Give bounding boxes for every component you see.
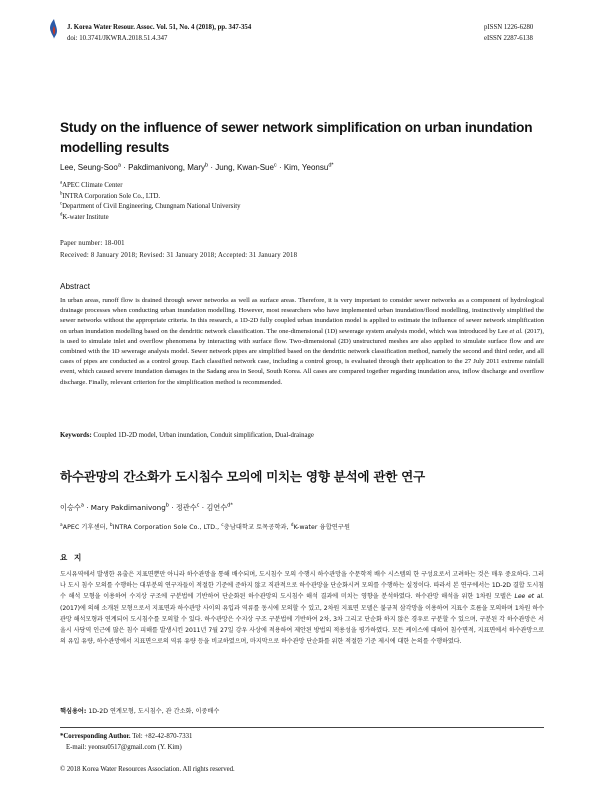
author-name: Lee, Seung-Soo [60, 163, 118, 172]
author-name: Kim, Yeonsu [283, 163, 329, 172]
korean-keywords [60, 706, 219, 715]
abstract-etal: et al. [509, 327, 523, 335]
affiliation-list [60, 181, 241, 223]
affiliation-text: 충남대학교 토목공학과, [223, 524, 291, 531]
korean-abstract-text: (2017)에 의해 소개된 모형으로서 지표면과 하수관망 사이의 유입과 역류를 동시에 모의할 수 있고, 2차원 지표면 모델은 불규칙 삼각망을 이용하여 지표수 흐름을 모의하며 1차원 하수관망 해석모형과 연계되어 도시침수를 모의할 수 있다. 하수관망은 수지상 구조 구분법에 기반하여 2차, 3차 그리고 단순화 하지 않은 경우로 구분할 수 있으며, 구분된 각 하수관망은 서울시 사당역 인근에 많은 침수 피해를 발생시킨 2011년 7월 27일 강우 사상에 적용하여 제안된 방법의 적용성을 평가하였다. 모든 케이스에 대하여 침수면적, 지표면에서 하수관망으로의 유입 유량, 하수관망에서 지표면으로의 역류 유량 등을 비교하였으며, 마지막으로 하수관망 단순화를 위한 적절한 기준 제시에 대한 논의를 수행하였다. [60, 604, 544, 646]
korean-affiliation-list [60, 522, 350, 531]
doi-text[interactable]: doi: 10.3741/JKWRA.2018.51.4.347 [67, 35, 168, 42]
affiliation-item [60, 202, 241, 213]
affiliation-item [60, 181, 241, 192]
abstract-text: In urban areas, runoff flow is drained through sewer networks as well as surface areas. Therefore, it is very important to consider sewer networks as a component of hydrological drainage processes when conducting urban inundation modelling. However, most researchers who have implemented urban inundation/flood modelling, instinctively simplified the sewer networks without the appropriate criteria. In this research, a 1D-2D fully coupled urban inundation model is applied to estimate the influence of sewer network simplification on urban inundation modelling based on the dendritic network classification. The one-dimensional (1D) sewerage system analysis model, which was introduced by Lee [60, 297, 544, 335]
affiliation-text: K-water 융합연구원 [293, 524, 351, 531]
author-name: Jung, Kwan-Sue [215, 163, 274, 172]
korean-author-list: 이승수$^a$ · Mary Pakdimanivong$^b$ · 정관수$^c$ · 김연수$^{d*}$ [60, 502, 233, 512]
correspondence-line [60, 732, 192, 743]
abstract-body [60, 296, 544, 388]
author-mark: b [204, 162, 209, 169]
correspondence-note [60, 732, 192, 753]
corresponding-tel: Tel: +82-42-870-7331 [130, 733, 193, 740]
affiliation-mark: b [109, 522, 113, 528]
korean-title: 하수관망의 간소화가 도시침수 모의에 미치는 영향 분석에 관한 연구 [60, 469, 425, 484]
korean-author-name: 이승수 [60, 503, 81, 512]
affiliation-text: Department of Civil Engineering, Chungnam National University [62, 203, 241, 210]
paper-number: Paper number: 18-001 [60, 240, 125, 247]
author-mark: d* [227, 502, 233, 509]
journal-citation: J. Korea Water Resour. Assoc. Vol. 51, No. 4 (2018), pp. 347-354 [67, 24, 252, 31]
korean-keywords-label: 핵심용어: [60, 708, 87, 715]
affiliation-text: INTRA Corporation Sole Co., LTD. [62, 192, 161, 200]
author-mark: c [273, 162, 277, 169]
author-mark: a [117, 162, 121, 169]
author-mark: c [196, 502, 200, 509]
korean-author-name: 정관수 [175, 503, 197, 512]
author-name: Pakdimanivong, Mary [128, 163, 205, 172]
author-list: Lee, Seung-Soo$^a$ · Pakdimanivong, Mary$^b$ · Jung, Kwan-Sue$^c$ · Kim, Yeonsu$^{d*}$ [60, 162, 334, 172]
journal-logo-icon [48, 18, 60, 40]
author-mark: d* [328, 162, 334, 169]
affiliation-mark: c [60, 201, 63, 207]
affiliation-mark: d [290, 522, 294, 528]
abstract-heading: Abstract [60, 282, 91, 291]
paper-meta [60, 238, 297, 262]
korean-keywords-text: 1D-2D 연계모형, 도시침수, 관 간소화, 이중배수 [86, 708, 220, 715]
keywords-label: Keywords: [60, 432, 92, 439]
corresponding-email[interactable]: E-mail: yeonsu0517@gmail.com (Y. Kim) [66, 743, 182, 751]
paper-title: Study on the influence of sewer network simplification on urban inundation modelling results [60, 120, 533, 155]
pissn: pISSN 1226-6280 [484, 24, 534, 31]
affiliation-item [60, 192, 241, 203]
footnote-divider [60, 727, 544, 728]
corresponding-author-label: *Corresponding Author. [60, 733, 131, 740]
affiliation-text: K-water Institute [62, 213, 109, 221]
korean-abstract-etal: Lee et al. [514, 593, 544, 601]
issn-block [484, 22, 554, 44]
affiliation-text: APEC 기후센터, [62, 524, 110, 531]
affiliation-text: INTRA Corporation Sole Co., LTD., [112, 524, 222, 531]
korean-author-name: Mary Pakdimanivong [90, 503, 166, 512]
affiliation-item [60, 213, 241, 224]
affiliation-text: APEC Climate Center [62, 182, 123, 189]
paper-dates: Received: 8 January 2018; Revised: 31 January 2018; Accepted: 31 January 2018 [60, 252, 298, 259]
journal-header [67, 22, 251, 44]
author-mark: a [80, 502, 84, 509]
keywords-text: Coupled 1D-2D model, Urban inundation, Conduit simplification, Dual-drainage [91, 432, 314, 439]
korean-abstract-text: 도시유역에서 발생한 유출은 지표면뿐만 아니라 하수관망을 통해 배수되며, 도시침수 모의 수행시 하수관망을 수문학적 배수 시스템의 한 구성요로서 고려하는 것은 매우 중요하다. 그러나 도시 침수 모의를 수행하는 대부분의 연구자들이 적절한 기준에 준하지 않고 직관적으로 하수관망을 단순화시켜 모의를 수행하는 실정이다. 따라서 본 연구에서는 1D-2D 결합 도시침수 해석 모형을 이용하여 수지상 구조에 구분법에 기반하여 단순화된 하수관망의 도시침수 해석 결과에 미치는 영향을 분석하였다. 하수관망 해석을 위한 1차원 모델은 [60, 571, 544, 601]
affiliation-mark: b [60, 191, 63, 197]
korean-author-name: 김연수 [206, 503, 228, 512]
author-mark: b [165, 502, 169, 509]
affiliation-mark: a [60, 180, 63, 186]
affiliation-mark: c [221, 522, 224, 528]
abstract-text: (2017), is used to simulate inlet and overflow phenomena by interacting with surface flow. Two-dimensional (2D) unstructured meshes are also applied to simulate surface flow and are combined with the 1D sewerage analysis model. Sewer network pipes are simplified based on the dendritic network classification method, namely the second and third order, and all cases of pipes are conducted as a control group. Each classified network case, including a control group, is evaluated through their application to the 27 July 2011 extreme rainfall event, which caused severe inundation damages in the Sadang area in Seoul, South Korea. All cases are compared together regarding inundation area, inflow discharge and overflow discharge. Finally, relevant criterion for the simplification method is recommended. [60, 327, 544, 386]
affiliation-mark: d [60, 212, 63, 218]
keywords [60, 432, 544, 439]
korean-abstract-body [60, 569, 544, 647]
copyright-notice: © 2018 Korea Water Resources Association. All rights reserved. [60, 766, 235, 773]
affiliation-mark: a [60, 522, 63, 528]
korean-abstract-heading: 요 지 [60, 553, 84, 562]
eissn: eISSN 2287-6138 [484, 35, 533, 42]
